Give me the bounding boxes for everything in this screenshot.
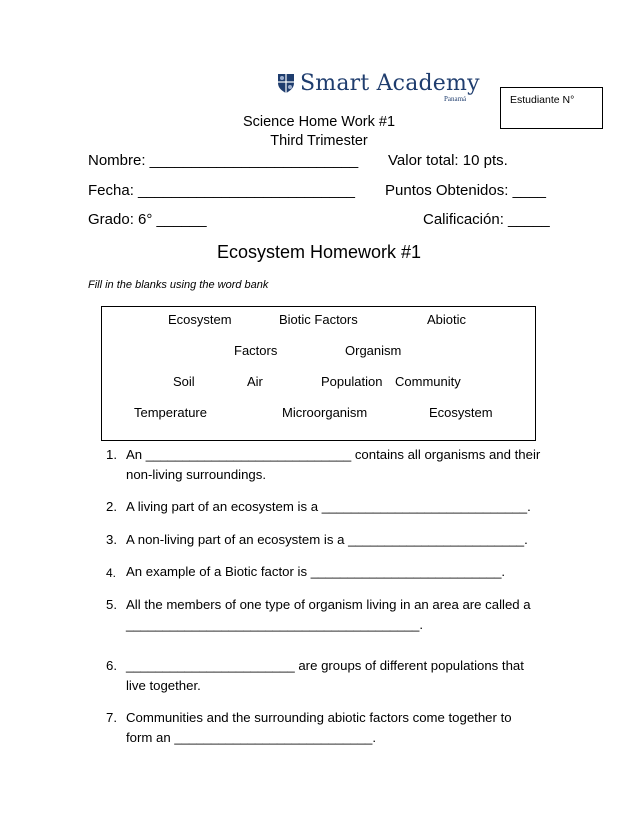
score-field: Calificación: _____: [423, 211, 550, 228]
word-bank-item: Ecosystem: [168, 312, 232, 327]
homework-title: Science Home Work #1: [242, 114, 396, 130]
question-text: A living part of an ecosystem is a ____________________________.: [126, 499, 531, 514]
school-logo: [276, 71, 480, 103]
name-field: Nombre: _________________________: [88, 152, 359, 169]
question-number: 1.: [106, 447, 117, 462]
student-number-label: Estudiante N°: [510, 94, 575, 106]
grade-field: Grado: 6° ______: [88, 211, 207, 228]
word-bank-item: Soil: [173, 374, 195, 389]
logo-wordmark: Smart Academy: [300, 71, 480, 96]
word-bank-item: Temperature: [134, 405, 207, 420]
question-text: _______________________ are groups of different populations that: [126, 658, 524, 673]
question-number: 5.: [106, 597, 117, 612]
word-bank-item: Microorganism: [282, 405, 368, 420]
word-bank-item: Population: [321, 374, 383, 389]
word-bank-item: Community: [395, 374, 461, 389]
shield-crest-icon: [276, 72, 296, 94]
word-bank-item: Ecosystem: [429, 405, 493, 420]
instructions: Fill in the blanks using the word bank: [88, 279, 269, 291]
word-bank-item: Air: [247, 374, 263, 389]
page-title: Ecosystem Homework #1: [216, 242, 422, 262]
question-number: 2.: [106, 499, 117, 514]
date-field: Fecha: __________________________: [88, 182, 355, 199]
question-number: 7.: [106, 710, 117, 725]
question-text: live together.: [126, 678, 201, 693]
question-text: Communities and the surrounding abiotic factors come together to: [126, 710, 512, 725]
question-text: An ____________________________ contains all organisms and their: [126, 447, 541, 462]
question-number: 6.: [106, 658, 117, 673]
word-bank-item: Abiotic: [427, 312, 467, 327]
trimester-label: Third Trimester: [270, 133, 368, 149]
question-text: ________________________________________.: [126, 617, 424, 632]
word-bank-item: Biotic Factors: [279, 312, 358, 327]
question-text: All the members of one type of organism living in an area are called a: [126, 597, 531, 612]
question-text: An example of a Biotic factor is __________________________.: [126, 564, 506, 579]
word-bank-item: Organism: [345, 343, 402, 358]
question-number: 4.: [106, 566, 117, 580]
logo-subtext: Panamá: [444, 95, 467, 103]
question-text: non-living surroundings.: [126, 467, 267, 482]
word-bank-item: Factors: [234, 343, 278, 358]
question-number: 3.: [106, 532, 117, 547]
question-text: A non-living part of an ecosystem is a ________________________.: [126, 532, 528, 547]
question-text: form an ___________________________.: [126, 730, 377, 745]
total-value: Valor total: 10 pts.: [388, 152, 508, 169]
points-obtained-field: Puntos Obtenidos: ____: [385, 182, 546, 199]
